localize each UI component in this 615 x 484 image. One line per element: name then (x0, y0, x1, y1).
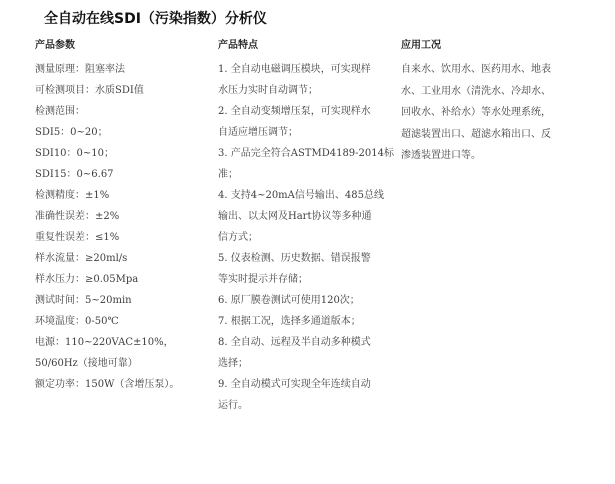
param-line: 重复性误差：≤1% (35, 232, 120, 243)
param-line: 检测范围： (35, 106, 85, 117)
param-line: 测试时间：5~20min (35, 295, 132, 306)
param-line: 额定功率：150W（含增压泵）。 (35, 379, 180, 390)
param-line: 电源：110~220VAC±10%， (35, 337, 174, 348)
param-line: SDI5：0~20； (35, 127, 108, 138)
usage-line: 超滤装置出口、超滤水箱出口、反 (401, 128, 551, 140)
feature-line: 信方式； (218, 232, 258, 243)
feature-line: 9. 全自动模式可实现全年连续自动 (218, 379, 371, 390)
features-column (218, 39, 402, 416)
param-line: 检测精度：±1% (35, 190, 110, 201)
feature-line: 6. 原厂膜卷测试可使用120次； (218, 295, 360, 306)
usage-line: 自来水、饮用水、医药用水、地表 (401, 64, 551, 75)
param-line: 可检测项目：水质SDI值 (35, 85, 144, 96)
feature-line: 1. 全自动电磁调压模块，可实现样 (218, 64, 371, 75)
feature-line: 选择； (218, 358, 248, 369)
param-line: 50/60Hz（接地可靠） (35, 358, 138, 369)
params-heading: 产品参数 (35, 40, 75, 51)
feature-line: 8. 全自动、远程及半自动多种模式 (218, 337, 371, 348)
usage-line: 水、工业用水（清洗水、冷却水、 (401, 85, 551, 97)
features-heading: 产品特点 (218, 40, 258, 51)
param-line: 环境温度：0-50℃ (35, 316, 119, 327)
feature-line: 准； (218, 169, 238, 180)
feature-line: 自适应增压调节； (218, 127, 298, 138)
param-line: SDI10：0~10； (35, 148, 115, 159)
usage-heading: 应用工况 (401, 40, 441, 51)
usage-column (401, 39, 601, 167)
feature-line: 3. 产品完全符合ASTMD4189-2014标 (218, 148, 394, 159)
feature-line: 输出、以太网及Hart协议等多种通 (218, 211, 372, 222)
usage-line: 回收水、补给水）等水处理系统， (401, 107, 551, 118)
param-line: 准确性误差：±2% (35, 211, 120, 222)
feature-line: 5. 仪表检测、历史数据、错误报警 (218, 253, 371, 264)
usage-line: 渗透装置进口等。 (401, 150, 481, 161)
param-line: 样水压力：≥0.05Mpa (35, 274, 139, 285)
feature-line: 7. 根据工况，选择多通道版本； (218, 316, 361, 327)
param-line: 样水流量：≥20ml/s (35, 253, 128, 264)
feature-line: 4. 支持4~20mA信号输出、485总线 (218, 190, 384, 201)
param-line: 测量原理：阻塞率法 (35, 64, 125, 75)
params-column (35, 39, 215, 395)
feature-line: 水压力实时自动调节； (218, 85, 318, 96)
page-title: 全自动在线SDI（污染指数）分析仪 (44, 11, 267, 27)
feature-line: 运行。 (218, 400, 248, 411)
feature-line: 等实时提示并存储； (218, 274, 308, 285)
feature-line: 2. 全自动变频增压泵，可实现样水 (218, 106, 371, 117)
param-line: SDI15：0~6.67 (35, 169, 114, 180)
